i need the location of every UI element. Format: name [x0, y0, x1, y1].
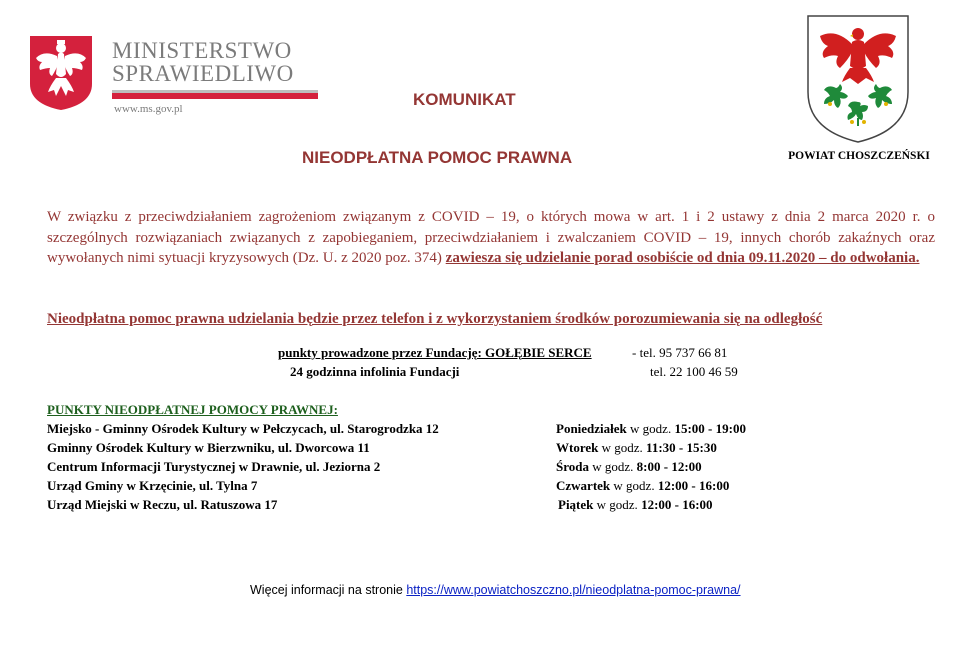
foundation-phone: - tel. 95 737 66 81	[632, 345, 728, 360]
point-time: 8:00 - 12:00	[636, 459, 702, 474]
point-sep: w godz.	[589, 459, 637, 474]
remote-assistance-note: Nieodpłatna pomoc prawna udzielania będzie przez telefon i z wykorzystaniem środków porozumiewania się na odległość	[47, 311, 823, 327]
points-heading: PUNKTY NIEODPŁATNEJ POMOCY PRAWNEJ:	[47, 402, 338, 417]
hotline-phone: tel. 22 100 46 59	[650, 364, 738, 379]
point-hours	[558, 497, 713, 513]
announcement-paragraph	[47, 207, 935, 269]
point-time: 11:30 - 15:30	[646, 440, 717, 455]
county-name: POWIAT CHOSZCZEŃSKI	[788, 150, 930, 162]
ministry-logo	[28, 34, 320, 124]
point-day: Poniedziałek	[556, 421, 627, 436]
point-sep: w godz.	[626, 421, 675, 436]
point-time: 12:00 - 16:00	[657, 478, 730, 493]
announcement-text: W związku z przeciwdziałaniem zagrożeniom związanym z COVID – 19, o których mowa w art. 1 i 2 ustawy z dnia 2 marca 2020 r. o szczególnych rozwiązaniach związanych z zapobieganiem, przeciwdziałaniem i zwalczaniem COVID – 19, innych chorób zakaźnych oraz wywołanych nimi sytuacji kryzysowych (Dz. U. z 2020 poz. 374)	[47, 209, 935, 266]
point-location: Gminny Ośrodek Kultury w Bierzwniku, ul. Dworcowa 11	[47, 440, 370, 455]
point-hours	[556, 421, 746, 437]
point-day: Piątek	[558, 497, 594, 512]
ministry-url: www.ms.gov.pl	[114, 103, 183, 115]
point-time: 15:00 - 19:00	[674, 421, 746, 436]
polish-eagle-icon	[28, 34, 94, 112]
ministry-color-bar	[112, 90, 318, 99]
point-location: Urząd Miejski w Reczu, ul. Ratuszowa 17	[47, 497, 278, 512]
point-hours	[556, 459, 702, 475]
point-sep: w godz.	[610, 478, 658, 493]
ministry-name-line1: MINISTERSTWO	[112, 38, 292, 63]
page-title: NIEODPŁATNA POMOC PRAWNA	[302, 148, 573, 167]
point-hours	[556, 478, 729, 494]
ministry-name-line2: SPRAWIEDLIWO	[112, 61, 294, 86]
more-info-link[interactable]: https://www.powiatchoszczno.pl/nieodplatna-pomoc-prawna/	[406, 583, 741, 597]
point-location: Urząd Gminy w Krzęcinie, ul. Tylna 7	[47, 478, 258, 493]
komunikat-heading: KOMUNIKAT	[413, 90, 516, 109]
point-hours	[556, 440, 717, 456]
point-sep: w godz.	[593, 497, 642, 512]
point-sep: w godz.	[598, 440, 647, 455]
announcement-emphasis: zawiesza się udzielanie porad osobiście od dnia 09.11.2020 – do odwołania.	[445, 250, 920, 266]
point-time: 12:00 - 16:00	[641, 497, 713, 512]
point-location: Centrum Informacji Turystycznej w Drawnie, ul. Jeziorna 2	[47, 459, 381, 474]
hotline-label: 24 godzinna infolinia Fundacji	[290, 364, 460, 379]
point-day: Środa	[556, 459, 589, 474]
more-info-line	[250, 583, 741, 597]
point-day: Wtorek	[556, 440, 599, 455]
county-coat-of-arms-icon	[806, 14, 910, 144]
more-info-prefix: Więcej informacji na stronie	[250, 583, 407, 597]
point-day: Czwartek	[556, 478, 611, 493]
point-location: Miejsko - Gminny Ośrodek Kultury w Pełczycach, ul. Starogrodzka 12	[47, 421, 439, 436]
foundation-label: punkty prowadzone przez Fundację: GOŁĘBIE SERCE	[278, 345, 592, 360]
